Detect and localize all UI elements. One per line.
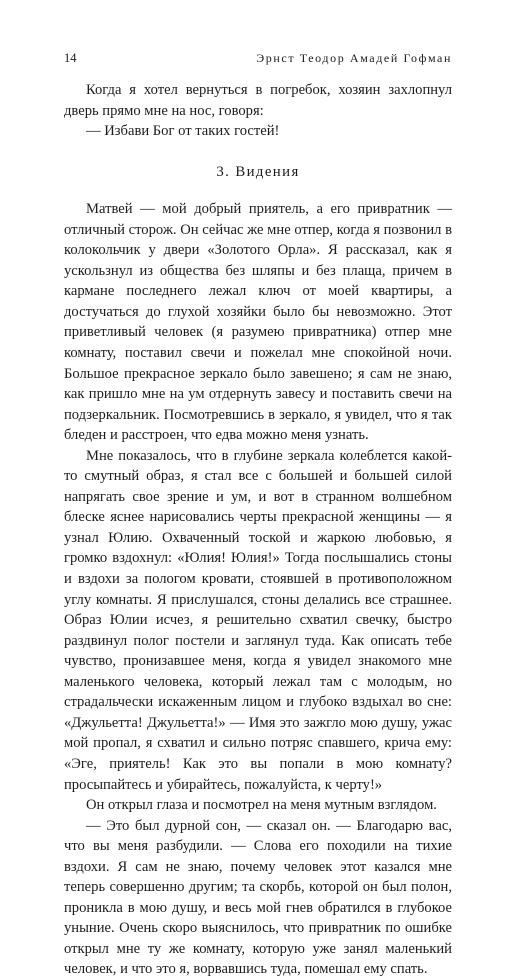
body-text	[64, 80, 452, 980]
running-head	[64, 51, 452, 66]
paragraph: Он открыл глаза и посмотрел на меня мутным взглядом.	[86, 797, 437, 814]
paragraph: — Избави Бог от таких гостей!	[86, 123, 280, 140]
paragraph: Мне показалось, что в глубине зеркала колеблется какой-то смутный образ, я стал все с большей и большей силой напрягать свое зрение и ум, и вот в странном волшебном блеске яснее нарисовались черты прекрасной женщины — я узнал Юлию. Охваченный тоской и жаркою любовью, я громко вздохнул: «Юлия! Юлия!» Тогда послышались стоны и вздохи за пологом кровати, стоявшей в противоположном углу комнаты. Я прислушался, стоны делались все страшнее. Образ Юлии исчез, я решительно схватил свечку, быстро раздвинул полог постели и заглянул туда. Как описать тебе чувство, пронизавшее меня, когда я увидел знакомого мне маленького человека, который лежал там с молодым, но страдальчески искаженным лицом и глубоко вздыхал во сне: «Джульетта! Джульетта!» — Имя это зажгло мою душу, ужас мой пропал, я схватил и сильно потряс спавшего, крича ему: «Эге, приятель! Как это вы попали в мою комнату? просыпайтесь и убирайтесь, пожалуйста, к черту!»	[64, 447, 452, 793]
paragraph: — Это был дурной сон, — сказал он. — Благодарю вас, что вы меня разбудили. — Слова его походили на тихие вздохи. Я сам не знаю, почему человек этот казался мне теперь совершенно другим; та скорбь, которой он был полон, проникла в мою душу, и весь мой гнев обратился в глубокое уныние. Очень скоро выяснилось, что привратник по ошибке открыл мне ту же комнату, которую уже занял маленький человек, и что это я, ворвавшись туда, помешал ему спать.	[64, 817, 452, 978]
page-number: 14	[64, 51, 77, 65]
running-head-author: Эрнст Теодор Амадей Гофман	[256, 51, 452, 65]
section-title: 3. Видения	[216, 163, 300, 180]
paragraph: Когда я хотел вернуться в погребок, хозяин захлопнул дверь прямо мне на нос, говоря:	[64, 82, 452, 119]
paragraph: Матвей — мой добрый приятель, а его привратник — отличный сторож. Он сейчас же мне отпер, когда я позвонил в колокольчик у двери «Золотого Орла». Я рассказал, как я ускользнул из общества без шляпы и без плаща, причем в кармане последнего лежал ключ от моей квартиры, а достучаться до глухой хозяйки было бы невозможно. Этот приветливый человек (я разумею привратника) отпер мне комнату, поставил свечи и пожелал мне спокойной ночи. Большое прекрасное зеркало было завешено; я сам не знаю, как пришло мне на ум отдернуть завесу и поставить свечи на подзеркальник. Посмотревшись в зеркало, я увидел, что я так бледен и расстроен, что едва можно меня узнать.	[64, 201, 452, 444]
